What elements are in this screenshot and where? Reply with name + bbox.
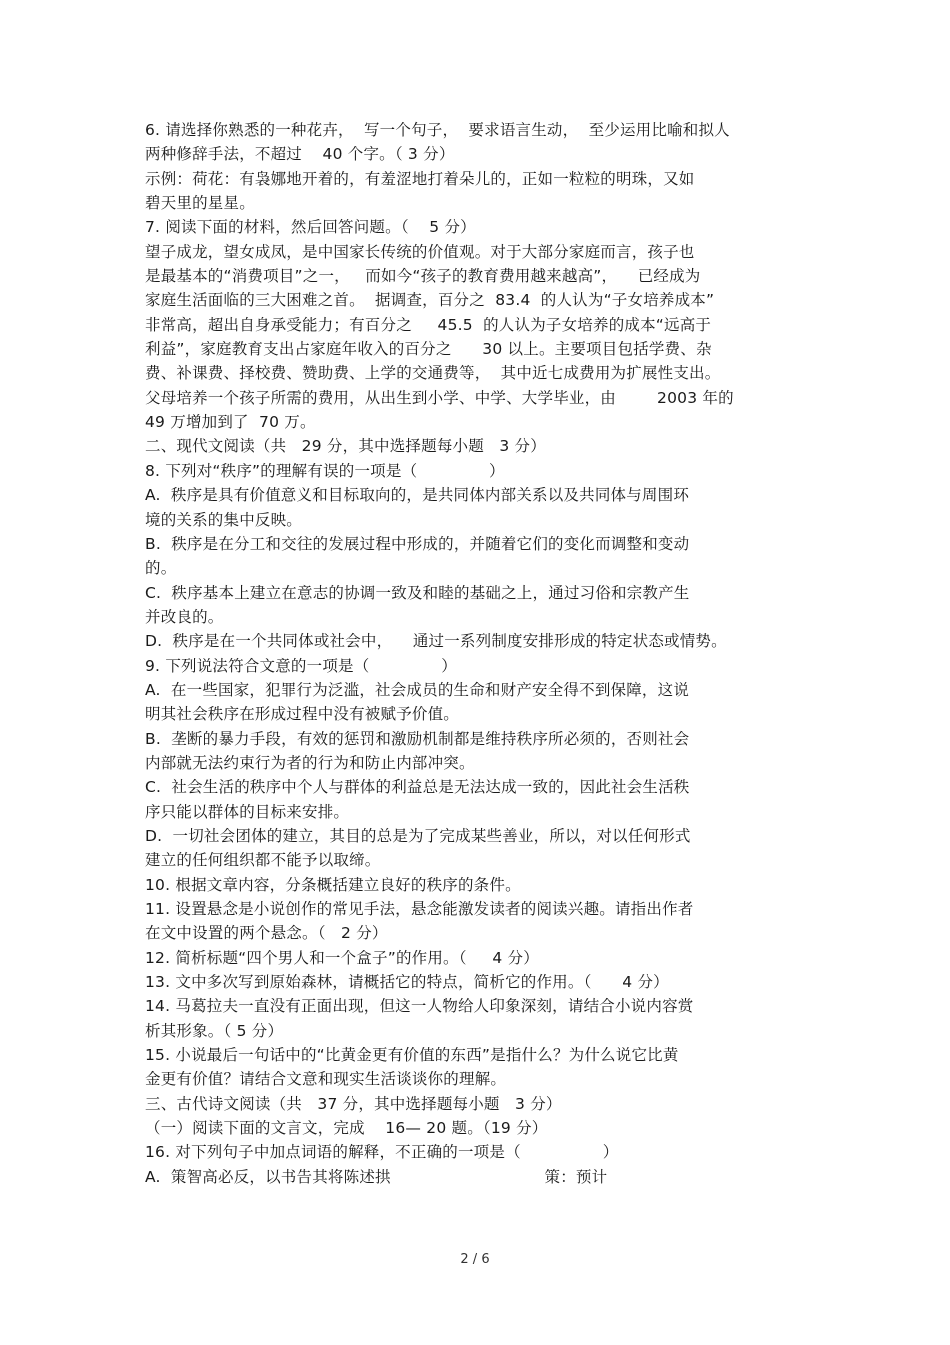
text-line: （一）阅读下面的文言文，完成 16— 20 题。（19 分）	[145, 1119, 548, 1138]
text-line: 两种修辞手法，不超过 40 个字。（ 3 分）	[145, 145, 455, 164]
text-line: 11. 设置悬念是小说创作的常见手法，悬念能激发读者的阅读兴趣。请指出作者	[145, 900, 694, 918]
page-number: 2 / 6	[460, 1252, 490, 1267]
text-line: 并改良的。	[145, 607, 224, 626]
text-line: 父母培养一个孩子所需的费用，从出生到小学、中学、大学毕业，由 2003 年的	[145, 388, 734, 407]
text-line: 非常高，超出自身承受能力；有百分之 45.5 的人认为子女培养的成本“远高于	[145, 315, 712, 334]
text-line: 利益”，家庭教育支出占家庭年收入的百分之 30 以上。主要项目包括学费、杂	[145, 340, 712, 359]
text-line: 金更有价值？请结合文意和现实生活谈谈你的理解。	[145, 1070, 507, 1089]
text-line: 12. 简析标题“四个男人和一个盒子”的作用。（ 4 分）	[145, 948, 539, 967]
text-line: 6. 请选择你熟悉的一种花卉， 写一个句子， 要求语言生动， 至少运用比喻和拟人	[145, 121, 730, 139]
text-line: A. 策智高必反，以书告其将陈述拱 策：预计	[145, 1167, 608, 1186]
text-line: D. 一切社会团体的建立，其目的总是为了完成某些善业，所以，对以任何形式	[145, 826, 691, 845]
text-line: 的。	[145, 559, 177, 578]
text-line: 家庭生活面临的三大困难之首。 据调查，百分之 83.4 的人认为“子女培养成本”	[145, 291, 715, 310]
text-line: 14. 马葛拉夫一直没有正面出现，但这一人物给人印象深刻，请结合小说内容赏	[145, 997, 694, 1016]
text-line: D. 秩序是在一个共同体或社会中， 通过一系列制度安排形成的特定状态或情势。	[145, 632, 727, 651]
text-line: A. 秩序是具有价值意义和目标取向的，是共同体内部关系以及共同体与周围环	[145, 486, 690, 505]
text-line: 望子成龙，望女成凤，是中国家长传统的价值观。对于大部分家庭而言，孩子也	[145, 242, 695, 261]
text-line: C. 社会生活的秩序中个人与群体的利益总是无法达成一致的，因此社会生活秩	[145, 778, 690, 797]
document-body	[145, 118, 825, 1189]
text-line: 明其社会秩序在形成过程中没有被赋予价值。	[145, 705, 460, 724]
text-line: 析其形象。（ 5 分）	[145, 1021, 284, 1040]
text-line: 15. 小说最后一句话中的“比黄金更有价值的东西”是指什么？为什么说它比黄	[145, 1046, 679, 1065]
text-line: 7. 阅读下面的材料，然后回答问题。（ 5 分）	[145, 218, 476, 237]
text-line: 序只能以群体的目标来安排。	[145, 802, 350, 821]
text-line: 碧天里的星星。	[145, 194, 255, 213]
text-line: 在文中设置的两个悬念。（ 2 分）	[145, 924, 388, 943]
text-line: 内部就无法约束行为者的行为和防止内部冲突。	[145, 753, 475, 772]
text-line: 49 万增加到了 70 万。	[145, 413, 316, 432]
text-line: 建立的任何组织都不能予以取缔。	[145, 851, 381, 870]
text-line: B. 秩序是在分工和交往的发展过程中形成的，并随着它们的变化而调整和变动	[145, 534, 690, 553]
text-line: 8. 下列对“秩序”的理解有误的一项是（ ）	[145, 461, 505, 480]
text-line: 9. 下列说法符合文意的一项是（ ）	[145, 656, 457, 675]
text-line: 是最基本的“消费项目”之一， 而如今“孩子的教育费用越来越高”， 已经成为	[145, 267, 701, 286]
text-line: 境的关系的集中反映。	[145, 510, 303, 529]
text-line: C. 秩序基本上建立在意志的协调一致及和睦的基础之上，通过习俗和宗教产生	[145, 583, 690, 602]
text-line: 三、古代诗文阅读（共 37 分，其中选择题每小题 3 分）	[145, 1094, 562, 1113]
text-line: 费、补课费、择校费、赞助费、上学的交通费等， 其中近七成费用为扩展性支出。	[145, 364, 721, 383]
text-line: 二、现代文阅读（共 29 分，其中选择题每小题 3 分）	[145, 437, 546, 456]
text-line: 13. 文中多次写到原始森林，请概括它的特点，简析它的作用。（ 4 分）	[145, 973, 669, 992]
text-line: A. 在一些国家，犯罪行为泛滥，社会成员的生命和财产安全得不到保障，这说	[145, 680, 690, 699]
text-line: 10. 根据文章内容，分条概括建立良好的秩序的条件。	[145, 875, 521, 894]
text-line: 16. 对下列句子中加点词语的解释，不正确的一项是（ ）	[145, 1143, 619, 1162]
text-line: 示例：荷花：有袅娜地开着的，有羞涩地打着朵儿的，正如一粒粒的明珠，又如	[145, 169, 695, 188]
text-line: B. 垄断的暴力手段，有效的惩罚和激励机制都是维持秩序所必须的，否则社会	[145, 729, 690, 748]
